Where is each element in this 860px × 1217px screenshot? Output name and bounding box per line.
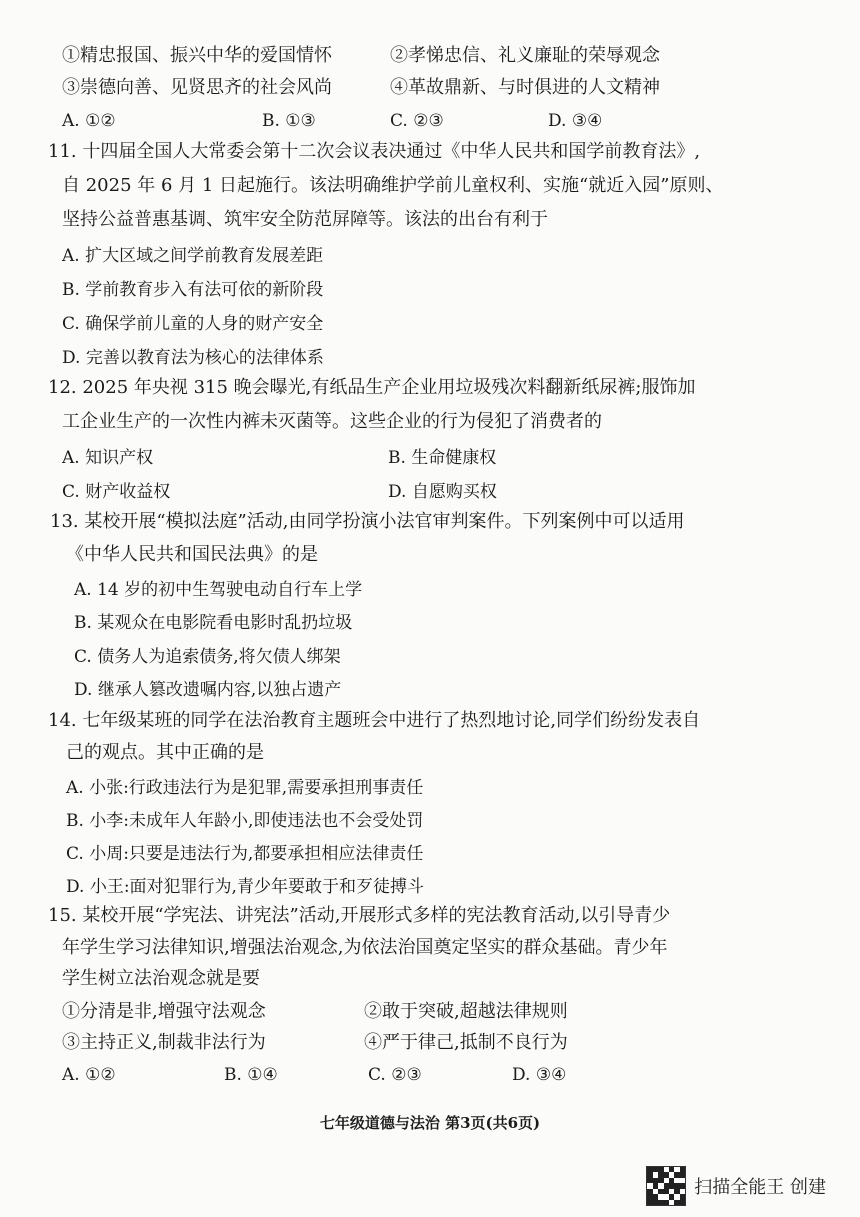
option-a: A. 14 岁的初中生驾驶电动自行车上学 [74, 580, 363, 600]
option-b: B. ①④ [224, 1065, 278, 1085]
question-15-line-3: 学生树立法治观念就是要 [62, 968, 260, 989]
option-a: A. 小张:行政违法行为是犯罪,需要承担刑事责任 [66, 778, 424, 798]
option-d: D. ③④ [512, 1065, 567, 1085]
question-12-line-1: 12. 2025 年央视 315 晚会曝光,有纸品生产企业用垃圾残次料翻新纸尿裤;服饰加 [48, 377, 696, 398]
option-d: D. 自愿购买权 [388, 482, 497, 502]
option-a: A. 扩大区域之间学前教育发展差距 [62, 246, 324, 266]
statement-4: ④严于律己,抵制不良行为 [364, 1032, 568, 1053]
question-11-line-2: 自 2025 年 6 月 1 日起施行。该法明确维护学前儿童权利、实施“就近入园”原则、 [62, 175, 724, 196]
statement-2: ②敢于突破,超越法律规则 [364, 1001, 568, 1022]
question-15-line-2: 年学生学习法律知识,增强法治观念,为依法治国奠定坚实的群众基础。青少年 [62, 937, 668, 958]
statement-4: ④革故鼎新、与时俱进的人文精神 [390, 77, 660, 98]
question-15-line-1: 15. 某校开展“学宪法、讲宪法”活动,开展形式多样的宪法教育活动,以引导青少 [48, 905, 671, 926]
statement-1: ①分清是非,增强守法观念 [62, 1001, 266, 1022]
option-c: C. 财产收益权 [62, 482, 171, 502]
statement-3: ③主持正义,制裁非法行为 [62, 1032, 266, 1053]
option-c: C. ②③ [390, 111, 444, 131]
question-11-line-1: 11. 十四届全国人大常委会第十二次会议表决通过《中华人民共和国学前教育法》, [48, 141, 701, 162]
question-14-line-1: 14. 七年级某班的同学在法治教育主题班会中进行了热烈地讨论,同学们纷纷发表自 [48, 710, 701, 731]
option-b: B. 生命健康权 [388, 448, 497, 468]
option-d: D. 继承人篡改遗嘱内容,以独占遗产 [74, 680, 342, 700]
option-b: B. 学前教育步入有法可依的新阶段 [62, 280, 324, 300]
option-c: C. 小周:只要是违法行为,都要承担相应法律责任 [66, 844, 424, 864]
statement-3: ③崇德向善、见贤思齐的社会风尚 [62, 77, 332, 98]
option-c: C. 债务人为追索债务,将欠债人绑架 [74, 647, 341, 667]
option-d: D. ③④ [548, 111, 603, 131]
option-d: D. 小王:面对犯罪行为,青少年要敢于和歹徒搏斗 [66, 877, 424, 897]
scanner-watermark [646, 1166, 826, 1206]
option-a: A. ①② [62, 1065, 116, 1085]
option-b: B. 某观众在电影院看电影时乱扔垃圾 [74, 613, 353, 633]
option-a: A. ①② [62, 111, 116, 131]
question-14-line-2: 己的观点。其中正确的是 [66, 742, 264, 763]
watermark-text: 扫描全能王 创建 [694, 1177, 826, 1198]
qr-code-icon [646, 1166, 686, 1206]
question-12-line-2: 工企业生产的一次性内裤未灭菌等。这些企业的行为侵犯了消费者的 [62, 411, 602, 432]
option-a: A. 知识产权 [62, 448, 154, 468]
option-b: B. 小李:未成年人年龄小,即使违法也不会受处罚 [66, 811, 424, 831]
option-b: B. ①③ [262, 111, 316, 131]
option-c: C. ②③ [368, 1065, 422, 1085]
question-13-line-1: 13. 某校开展“模拟法庭”活动,由同学扮演小法官审判案件。下列案例中可以适用 [50, 511, 685, 532]
option-c: C. 确保学前儿童的人身的财产安全 [62, 314, 324, 334]
page-footer: 七年级道德与法治 第3页(共6页) [319, 1114, 541, 1132]
statement-2: ②孝悌忠信、礼义廉耻的荣辱观念 [390, 45, 660, 66]
question-11-line-3: 坚持公益普惠基调、筑牢安全防范屏障等。该法的出台有利于 [62, 209, 548, 230]
statement-1: ①精忠报国、振兴中华的爱国情怀 [62, 45, 332, 66]
option-d: D. 完善以教育法为核心的法律体系 [62, 348, 324, 368]
question-13-line-2: 《中华人民共和国民法典》的是 [66, 544, 318, 565]
